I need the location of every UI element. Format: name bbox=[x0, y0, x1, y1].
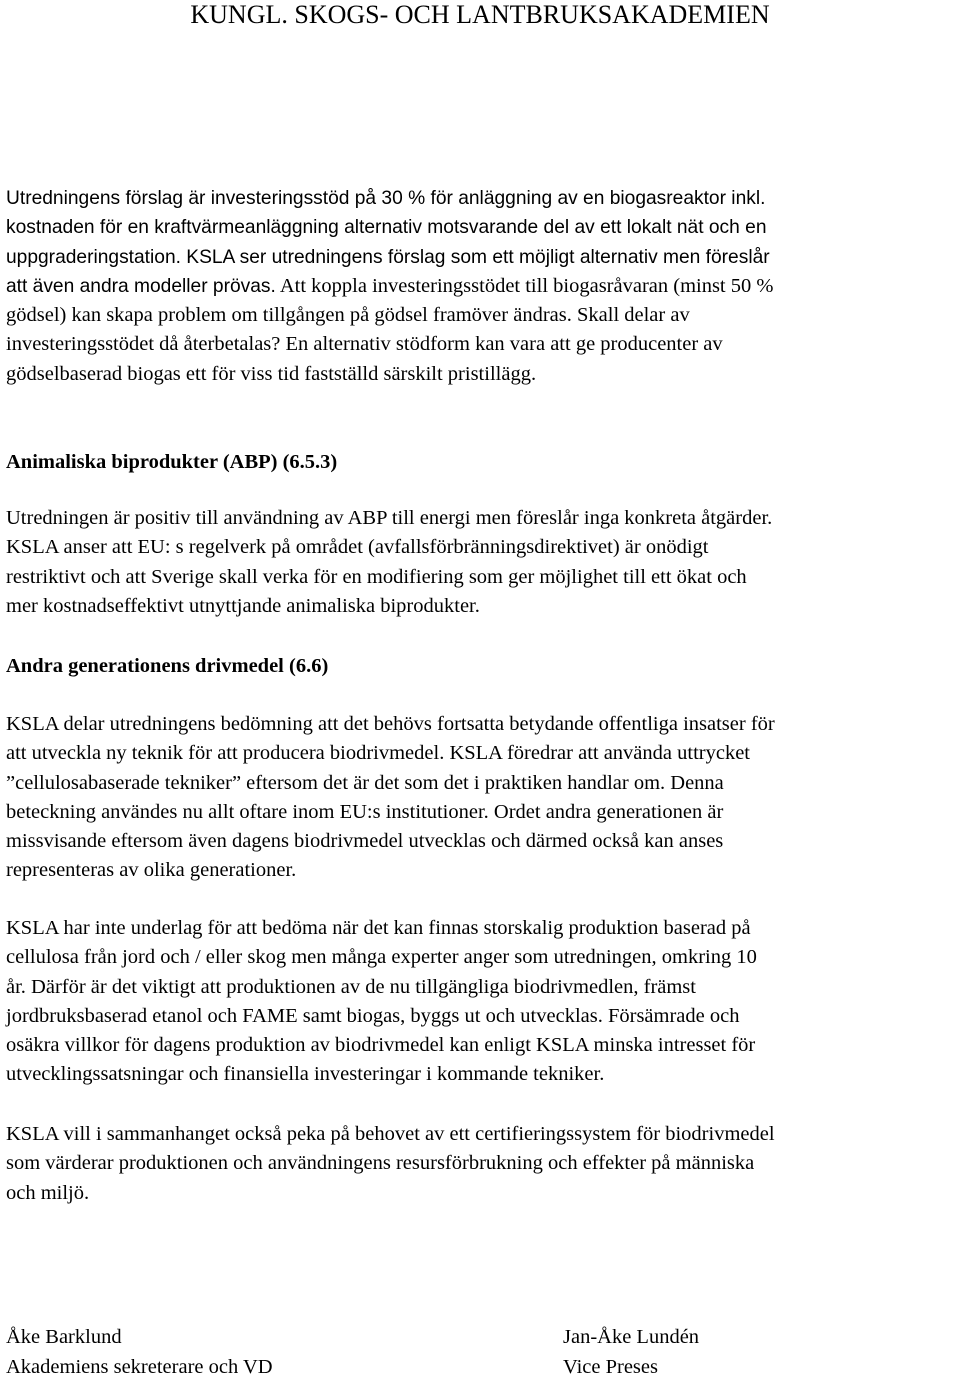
paragraph-line: och miljö. bbox=[6, 1179, 958, 1208]
signatory-title: Akademiens sekreterare och VD bbox=[6, 1353, 273, 1382]
paragraph-line: kostnaden för en kraftvärmeanläggning alternativ motsvarande del av ett lokalt nät och en bbox=[6, 213, 958, 242]
signatory-title: Vice Preses bbox=[563, 1353, 699, 1382]
paragraph-line-part: investeringsstödet då återbetalas? bbox=[6, 333, 280, 355]
paragraph-line-part: En alternativ stödform kan vara att ge producenter av bbox=[280, 333, 722, 355]
paragraph-line: uppgraderingstation. KSLA ser utredningens förslag som ett möjligt alternativ men föreslår bbox=[6, 243, 958, 272]
paragraph-line: KSLA anser att EU: s regelverk på området (avfallsförbränningsdirektivet) är onödigt bbox=[6, 533, 958, 562]
paragraph-line: beteckning användes nu allt oftare inom EU:s institutioner. Ordet andra generationen är bbox=[6, 798, 958, 827]
section-heading-abp: Animaliska biprodukter (ABP) (6.5.3) bbox=[6, 448, 337, 477]
paragraph-line: KSLA vill i sammanhanget också peka på behovet av ett certifieringssystem för biodrivmedel bbox=[6, 1120, 958, 1149]
paragraph-line: att utveckla ny teknik för att producera biodrivmedel. KSLA föredrar att använda uttrycket bbox=[6, 739, 958, 768]
signature-right bbox=[563, 1323, 699, 1382]
paragraph-line: restriktivt och att Sverige skall verka för en modifiering som ger möjlighet till ett ökat och bbox=[6, 563, 958, 592]
paragraph-line: utvecklingssatsningar och finansiella investeringar i kommande tekniker. bbox=[6, 1060, 958, 1089]
paragraph-line: mer kostnadseffektivt utnyttjande animaliska biprodukter. bbox=[6, 592, 958, 621]
paragraph-line: år. Därför är det viktigt att produktionen av de nu tillgängliga biodrivmedlen, främst bbox=[6, 973, 958, 1002]
second-gen-paragraph-2 bbox=[6, 914, 958, 1090]
biogas-paragraph bbox=[6, 184, 958, 389]
page-title: KUNGL. SKOGS- OCH LANTBRUKSAKADEMIEN bbox=[0, 0, 960, 30]
paragraph-line: KSLA delar utredningens bedömning att det behövs fortsatta betydande offentliga insatser för bbox=[6, 710, 958, 739]
paragraph-line: KSLA har inte underlag för att bedöma när det kan finnas storskalig produktion baserad på bbox=[6, 914, 958, 943]
paragraph-line: jordbruksbaserad etanol och FAME samt biogas, byggs ut och utvecklas. Försämrade och bbox=[6, 1002, 958, 1031]
paragraph-line: osäkra villkor för dagens produktion av biodrivmedel kan enligt KSLA minska intresset för bbox=[6, 1031, 958, 1060]
paragraph-line-part: Att koppla investeringsstödet till biogasråvaran (minst 50 % bbox=[276, 275, 774, 297]
paragraph-line: missvisande eftersom även dagens biodrivmedel utvecklas och därmed också kan anses bbox=[6, 827, 958, 856]
paragraph-line bbox=[6, 330, 958, 359]
paragraph-line: ”cellulosabaserade tekniker” eftersom det är det som det i praktiken handlar om. Denna bbox=[6, 769, 958, 798]
signatory-name: Åke Barklund bbox=[6, 1323, 273, 1353]
section-heading-second-gen: Andra generationens drivmedel (6.6) bbox=[6, 652, 328, 681]
second-gen-paragraph-1 bbox=[6, 710, 958, 886]
abp-paragraph bbox=[6, 504, 958, 621]
paragraph-line: som värderar produktionen och användningens resursförbrukning och effekter på människa bbox=[6, 1149, 958, 1178]
paragraph-line: Utredningen är positiv till användning av ABP till energi men föreslår inga konkreta åtgärder. bbox=[6, 504, 958, 533]
paragraph-line-part: gödsel) kan skapa problem om tillgången på gödsel framöver ändras. bbox=[6, 304, 572, 326]
paragraph-line: cellulosa från jord och / eller skog men många experter anger som utredningen, omkring 10 bbox=[6, 943, 958, 972]
paragraph-line-part: att även andra modeller prövas. bbox=[6, 276, 276, 297]
second-gen-paragraph-3 bbox=[6, 1120, 958, 1208]
paragraph-line: Utredningens förslag är investeringsstöd på 30 % för anläggning av en biogasreaktor inkl. bbox=[6, 184, 958, 213]
paragraph-line bbox=[6, 301, 958, 330]
paragraph-line: gödselbaserad biogas ett för viss tid fastställd särskilt pristillägg. bbox=[6, 360, 958, 389]
paragraph-line bbox=[6, 272, 958, 301]
signature-left bbox=[6, 1323, 273, 1382]
paragraph-line-part: Skall delar av bbox=[572, 304, 690, 326]
signatory-name: Jan-Åke Lundén bbox=[563, 1323, 699, 1353]
paragraph-line: representeras av olika generationer. bbox=[6, 856, 958, 885]
